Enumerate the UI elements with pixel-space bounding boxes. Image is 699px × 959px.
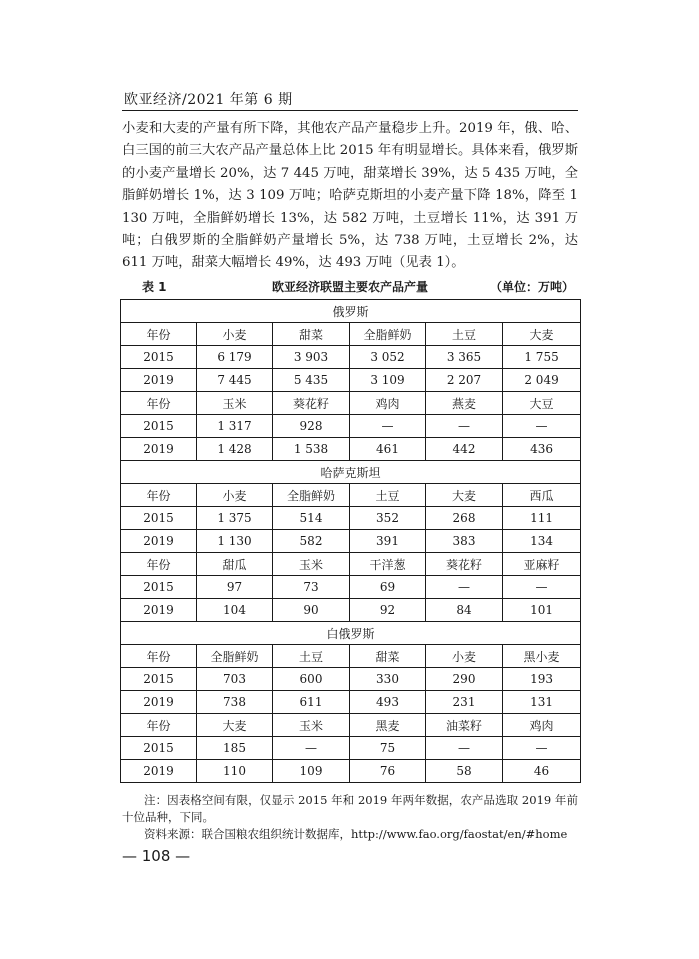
table-cell: 110 [197, 760, 273, 783]
table-cell: — [426, 576, 503, 599]
table-cell: — [503, 415, 581, 438]
table-cell: — [350, 415, 426, 438]
header-row [121, 484, 581, 507]
header-cell: 土豆 [350, 484, 426, 507]
table-cell: 5 435 [273, 369, 350, 392]
data-source: 资料来源：联合国粮农组织统计数据库，http://www.fao.org/faostat/en/#home [144, 827, 568, 841]
table-cell: 2019 [121, 760, 197, 783]
country-row [121, 300, 581, 323]
table-cell: 1 375 [197, 507, 273, 530]
table-cell: 2019 [121, 438, 197, 461]
table-cell: 2 049 [503, 369, 581, 392]
header-row [121, 645, 581, 668]
header-cell: 甜菜 [350, 645, 426, 668]
table-cell: 76 [350, 760, 426, 783]
table-cell: 90 [273, 599, 350, 622]
header-cell: 玉米 [273, 714, 350, 737]
header-cell: 年份 [121, 392, 197, 415]
header-cell: 燕麦 [426, 392, 503, 415]
header-cell: 小麦 [426, 645, 503, 668]
table-cell: 436 [503, 438, 581, 461]
production-table [120, 299, 581, 783]
header-cell: 干洋葱 [350, 553, 426, 576]
header-cell: 油菜籽 [426, 714, 503, 737]
country-name: 俄罗斯 [121, 300, 581, 323]
table-cell: 442 [426, 438, 503, 461]
table-cell: 75 [350, 737, 426, 760]
header-cell: 土豆 [426, 323, 503, 346]
header-cell: 鸡肉 [503, 714, 581, 737]
header-cell: 大麦 [197, 714, 273, 737]
table-cell: 7 445 [197, 369, 273, 392]
table-cell: 2019 [121, 369, 197, 392]
header-cell: 玉米 [273, 553, 350, 576]
table-cell: 383 [426, 530, 503, 553]
table-cell: — [503, 737, 581, 760]
table-cell: 73 [273, 576, 350, 599]
table-cell: 2019 [121, 691, 197, 714]
running-header: 欧亚经济/2021 年第 6 期 [124, 92, 293, 108]
table-cell: 131 [503, 691, 581, 714]
country-row [121, 461, 581, 484]
table-cell: 3 109 [350, 369, 426, 392]
table-cell: 185 [197, 737, 273, 760]
table-cell: 1 755 [503, 346, 581, 369]
country-name: 白俄罗斯 [121, 622, 581, 645]
table-row [121, 737, 581, 760]
table-cell: 582 [273, 530, 350, 553]
table-cell: 97 [197, 576, 273, 599]
table-unit: （单位：万吨） [489, 280, 574, 294]
header-cell: 年份 [121, 714, 197, 737]
table-cell: — [426, 737, 503, 760]
table-cell: 2015 [121, 576, 197, 599]
table-cell: 2015 [121, 415, 197, 438]
header-cell: 甜瓜 [197, 553, 273, 576]
header-cell: 小麦 [197, 484, 273, 507]
header-cell: 亚麻籽 [503, 553, 581, 576]
header-cell: 黑麦 [350, 714, 426, 737]
header-cell: 大麦 [503, 323, 581, 346]
table-cell: — [503, 576, 581, 599]
table-cell: 703 [197, 668, 273, 691]
header-row [121, 323, 581, 346]
table-cell: 6 179 [197, 346, 273, 369]
table-row [121, 668, 581, 691]
table-title: 欧亚经济联盟主要农产品产量 [271, 280, 428, 294]
table-cell: 231 [426, 691, 503, 714]
table-cell: 2019 [121, 530, 197, 553]
country-row [121, 622, 581, 645]
header-cell: 大麦 [426, 484, 503, 507]
table-label: 表 1 [142, 280, 167, 294]
table-row [121, 415, 581, 438]
header-cell: 小麦 [197, 323, 273, 346]
table-cell: 134 [503, 530, 581, 553]
header-cell: 大豆 [503, 392, 581, 415]
table-cell: 391 [350, 530, 426, 553]
table-cell: 2 207 [426, 369, 503, 392]
table-row [121, 599, 581, 622]
table-cell: 514 [273, 507, 350, 530]
header-cell: 甜菜 [273, 323, 350, 346]
table-cell: — [426, 415, 503, 438]
header-cell: 年份 [121, 645, 197, 668]
table-cell: 109 [273, 760, 350, 783]
header-cell: 年份 [121, 484, 197, 507]
header-cell: 玉米 [197, 392, 273, 415]
table-row [121, 691, 581, 714]
table-cell: 3 365 [426, 346, 503, 369]
table-cell: 2015 [121, 737, 197, 760]
header-cell: 鸡肉 [350, 392, 426, 415]
table-cell: 1 538 [273, 438, 350, 461]
table-cell: 611 [273, 691, 350, 714]
table-cell: 738 [197, 691, 273, 714]
table-cell: 461 [350, 438, 426, 461]
table-cell: 84 [426, 599, 503, 622]
table-cell: 1 317 [197, 415, 273, 438]
table-cell: 101 [503, 599, 581, 622]
header-cell: 葵花籽 [426, 553, 503, 576]
table-cell: 928 [273, 415, 350, 438]
table-cell: 46 [503, 760, 581, 783]
table-cell: 193 [503, 668, 581, 691]
header-row [121, 714, 581, 737]
header-cell: 西瓜 [503, 484, 581, 507]
table-row [121, 507, 581, 530]
table-row [121, 369, 581, 392]
table-note: 注：因表格空间有限，仅显示 2015 年和 2019 年两年数据，农产品选取 2019 年前十位品种，下同。 [122, 793, 578, 824]
body-paragraph: 小麦和大麦的产量有所下降，其他农产品产量稳步上升。2019 年，俄、哈、白三国的前三大农产品产量总体上比 2015 年有明显增长。具体来看，俄罗斯的小麦产量增长 20%，达 7 445 万吨，甜菜增长 39%，达 5 435 万吨，全脂鲜奶增长 1%，达 3 109 万吨；哈萨克斯坦的小麦产量下降 18%，降至 1 130 万吨，全脂鲜奶增长 13%，达 582 万吨，土豆增长 11%，达 391 万吨；白俄罗斯的全脂鲜奶产量增长 5%，达 738 万吨，土豆增长 2%，达 611 万吨，甜菜大幅增长 49%，达 493 万吨（见表 1）。 [122, 121, 578, 271]
table-cell: 2015 [121, 346, 197, 369]
table-cell: 290 [426, 668, 503, 691]
table-row [121, 438, 581, 461]
header-cell: 黑小麦 [503, 645, 581, 668]
table-cell: 268 [426, 507, 503, 530]
table-row [121, 346, 581, 369]
table-row [121, 576, 581, 599]
table-cell: 2019 [121, 599, 197, 622]
table-cell: — [273, 737, 350, 760]
header-cell: 葵花籽 [273, 392, 350, 415]
header-rule [122, 110, 578, 111]
table-cell: 330 [350, 668, 426, 691]
table-cell: 493 [350, 691, 426, 714]
header-cell: 年份 [121, 323, 197, 346]
table-cell: 111 [503, 507, 581, 530]
header-row [121, 392, 581, 415]
table-cell: 2015 [121, 668, 197, 691]
header-cell: 全脂鲜奶 [197, 645, 273, 668]
table-cell: 352 [350, 507, 426, 530]
header-cell: 全脂鲜奶 [273, 484, 350, 507]
table-notes [122, 792, 578, 843]
table-cell: 3 052 [350, 346, 426, 369]
table-row [121, 760, 581, 783]
table-cell: 69 [350, 576, 426, 599]
table-cell: 600 [273, 668, 350, 691]
table-caption [122, 278, 578, 296]
table-cell: 1 428 [197, 438, 273, 461]
table-cell: 1 130 [197, 530, 273, 553]
header-cell: 全脂鲜奶 [350, 323, 426, 346]
table-cell: 3 903 [273, 346, 350, 369]
table-cell: 58 [426, 760, 503, 783]
page-number: — 108 — [122, 847, 191, 865]
table-cell: 92 [350, 599, 426, 622]
header-cell: 年份 [121, 553, 197, 576]
header-cell: 土豆 [273, 645, 350, 668]
table-row [121, 530, 581, 553]
table-cell: 2015 [121, 507, 197, 530]
header-row [121, 553, 581, 576]
table-cell: 104 [197, 599, 273, 622]
country-name: 哈萨克斯坦 [121, 461, 581, 484]
